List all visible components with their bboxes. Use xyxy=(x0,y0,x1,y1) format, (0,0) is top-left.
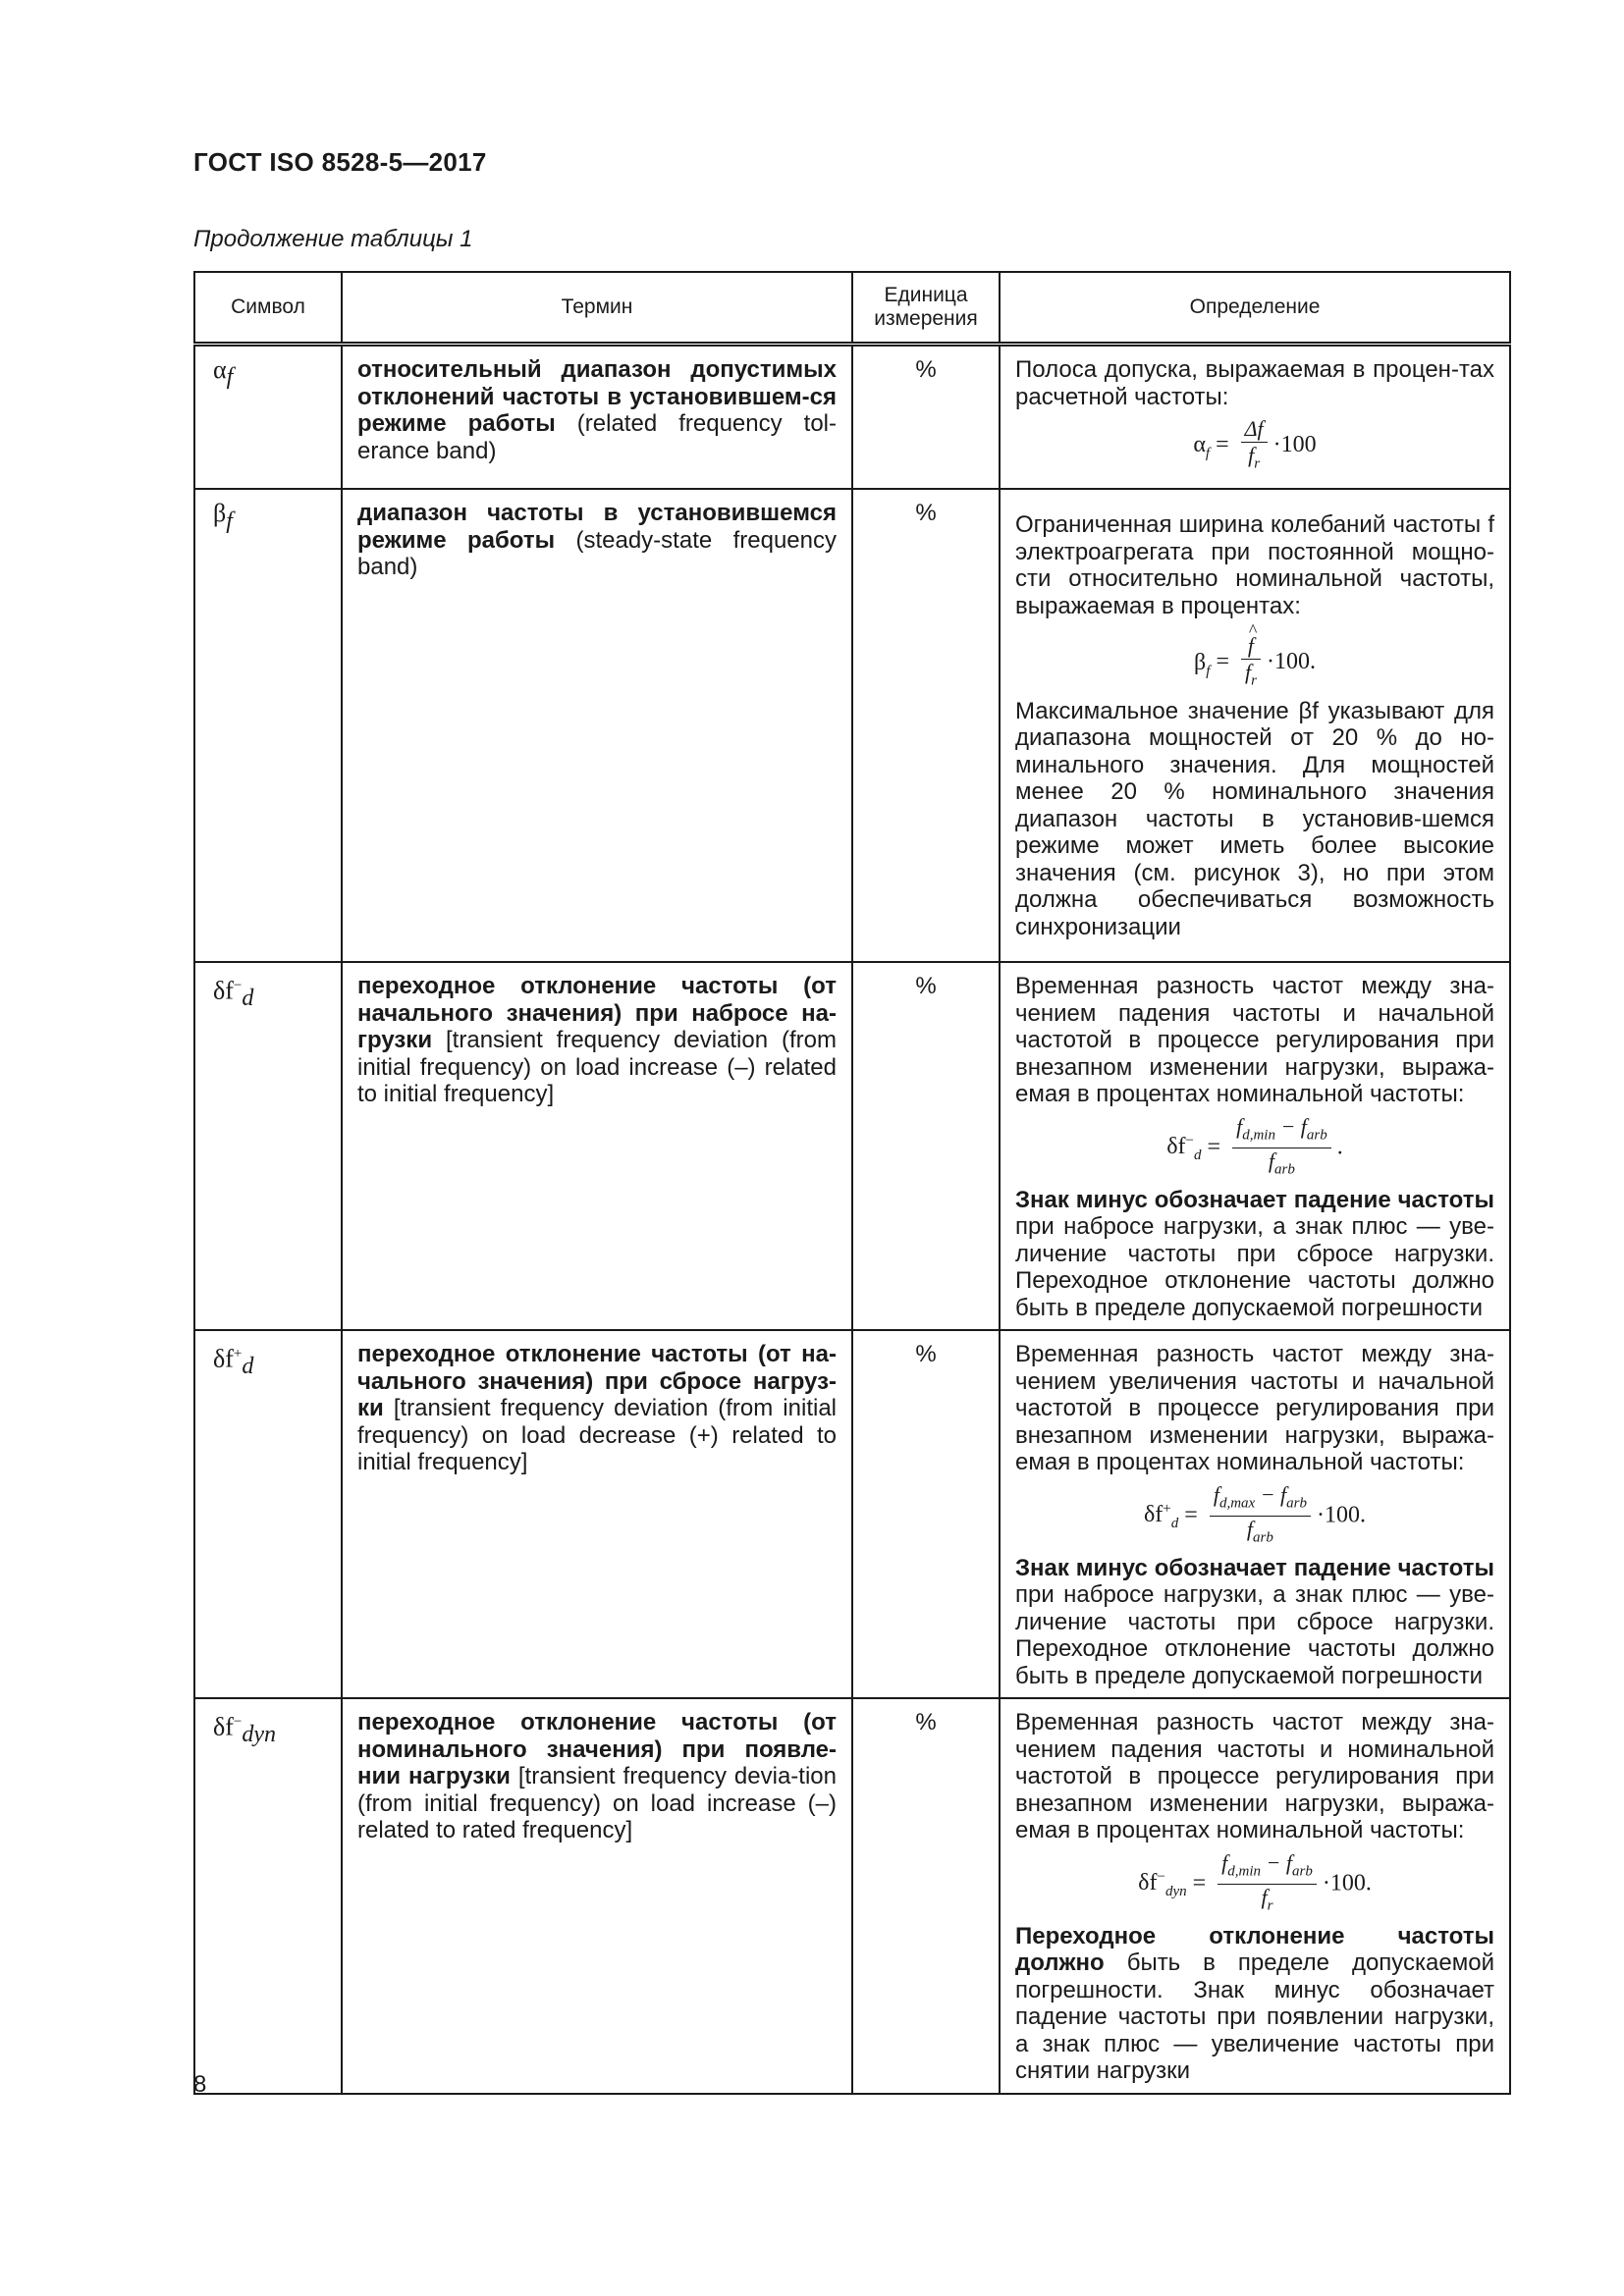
column-header-unit xyxy=(852,272,1000,345)
definition-note xyxy=(1015,1187,1494,1322)
symbol-main: δf xyxy=(213,977,234,1006)
term-russian: переходное отклонение частоты (от начального значения) при набросе на-грузки xyxy=(357,973,837,1054)
term-english: (steady-state frequency band) xyxy=(357,526,837,581)
formula-numerator: ^ f xyxy=(1241,633,1261,660)
term-english: [transient frequency devia-tion (from initial frequency) on load increase (–) related to rated frequency] xyxy=(357,1763,837,1844)
definition-note-bold: Переходное отклонение частоты должно xyxy=(1015,1922,1494,1977)
definitions-table xyxy=(193,271,1511,2095)
table-row xyxy=(194,345,1510,490)
symbol-cell xyxy=(194,1698,342,2093)
table-header-row xyxy=(194,272,1510,345)
formula-fraction xyxy=(1241,416,1268,476)
term-english: (related frequency tol-erance band) xyxy=(357,410,837,464)
definition-cell xyxy=(1000,1698,1510,2093)
definition-cell xyxy=(1000,489,1510,962)
definition-note-bold: Знак минус обозначает падение частоты xyxy=(1015,1186,1494,1213)
symbol-superscript: + xyxy=(233,1346,243,1362)
symbol-subscript: f xyxy=(226,507,233,534)
symbol-cell xyxy=(194,345,342,490)
term-cell xyxy=(342,345,852,490)
symbol-main: β xyxy=(213,499,227,528)
symbol-cell xyxy=(194,1330,342,1698)
symbol-cell xyxy=(194,962,342,1330)
formula: $\delta f^-_{dyn}$ = $\frac{f_{d,min} - f_{arb}}{f_r}$ ·100. xyxy=(1015,1850,1494,1919)
formula-fraction xyxy=(1218,1850,1317,1919)
page-number: 8 xyxy=(193,2071,207,2098)
definition-cell xyxy=(1000,1330,1510,1698)
formula-tail: ·100. xyxy=(1317,1502,1366,1528)
table-row xyxy=(194,1698,1510,2093)
term-cell xyxy=(342,1698,852,2093)
symbol-main: δf xyxy=(213,1713,234,1742)
unit-cell: % xyxy=(852,345,1000,490)
formula-numerator: $f_{d,min} - f_{arb}$ xyxy=(1232,1114,1331,1148)
formula-lhs: $\delta f^-_{dyn}$ xyxy=(1138,1869,1187,1900)
term-cell xyxy=(342,1330,852,1698)
formula-tail: ·100 xyxy=(1272,432,1317,458)
column-header-term: Термин xyxy=(342,272,852,345)
term-russian: переходное отклонение частоты (от номинального значения) при появле-нии нагрузки xyxy=(357,1709,837,1790)
unit-cell: % xyxy=(852,962,1000,1330)
formula-lhs: $\delta f^+_d$ xyxy=(1143,1501,1179,1532)
formula: $\delta f^+_d$ = $\frac{f_{d,max} - f_{arb}}{f_{arb}}$ ·100. xyxy=(1015,1482,1494,1551)
unit-cell: % xyxy=(852,1698,1000,2093)
unit-cell: % xyxy=(852,489,1000,962)
symbol-subscript: dyn xyxy=(242,1722,277,1748)
term-russian: переходное отклонение частоты (от на-чального значения) при сбросе нагруз-ки xyxy=(357,1341,837,1422)
formula-tail: . xyxy=(1336,1134,1343,1160)
formula-lhs: $\delta f^-_d$ xyxy=(1166,1133,1202,1164)
formula: $\delta f^-_d$ = $\frac{f_{d,min} - f_{arb}}{f_{arb}}$ . xyxy=(1015,1114,1494,1183)
formula: $\alpha_f$ = $\frac{\Delta f}{f_r}$ ·100 xyxy=(1015,416,1494,476)
definition-text: Временная разность частот между зна-чением увеличения частоты и начальной частотой в процессе регулирования при внезапном изменении нагрузки, выража-емая в процентах номинальной частоты: xyxy=(1015,1341,1494,1476)
table-caption: Продолжение таблицы 1 xyxy=(193,226,473,252)
formula-fraction xyxy=(1232,1114,1331,1183)
column-header-symbol: Символ xyxy=(194,272,342,345)
definition-text: Временная разность частот между зна-чением падения частоты и номинальной частотой в процессе регулирования при внезапном изменении нагрузки, выража-емая в процентах номинальной частоты: xyxy=(1015,1709,1494,1844)
formula-numerator: Δf xyxy=(1241,416,1268,443)
table-row xyxy=(194,489,1510,962)
definition-cell xyxy=(1000,962,1510,1330)
definition-note xyxy=(1015,1555,1494,1690)
symbol-cell xyxy=(194,489,342,962)
symbol-subscript: d xyxy=(242,986,254,1012)
symbol-subscript: d xyxy=(242,1354,254,1380)
formula-denominator: $f_{arb}$ xyxy=(1268,1148,1295,1178)
definition-note xyxy=(1015,1923,1494,2085)
formula-lhs: $\alpha_f$ xyxy=(1193,432,1211,462)
unit-cell: % xyxy=(852,1330,1000,1698)
definition-note-bold: Знак минус обозначает падение частоты xyxy=(1015,1554,1494,1581)
term-cell xyxy=(342,962,852,1330)
column-header-unit-label: Единица измерения xyxy=(874,284,978,330)
formula-tail: ·100. xyxy=(1322,1870,1372,1896)
definition-text: Полоса допуска, выражаемая в процен-тах расчетной частоты: xyxy=(1015,356,1494,410)
definition-cell xyxy=(1000,345,1510,490)
symbol-main: δf xyxy=(213,1345,234,1374)
formula-numerator: $f_{d,max} - f_{arb}$ xyxy=(1210,1482,1311,1517)
term-russian: относительный диапазон допустимых отклонений частоты в установившем-ся режиме работы xyxy=(357,356,837,437)
formula-numerator: $f_{d,min} - f_{arb}$ xyxy=(1218,1850,1317,1885)
definition-note: Максимальное значение βf указывают для диапазона мощностей от 20 % до но-минального значения. Для мощностей менее 20 % номинального значения диапазон частоты в установив-шемся режиме может иметь более высокие значения (см. рисунок 3), но при этом должна обеспечиваться возможность синхронизации xyxy=(1015,697,1494,940)
table-row xyxy=(194,1330,1510,1698)
formula-denominator: $f_r$ xyxy=(1261,1885,1273,1914)
document-standard-header: ГОСТ ISO 8528-5—2017 xyxy=(193,147,487,177)
definition-text: Временная разность частот между зна-чением падения частоты и начальной частотой в процессе регулирования при внезапном изменении нагрузки, выража-емая в процентах номинальной частоты: xyxy=(1015,973,1494,1108)
formula-fraction xyxy=(1210,1482,1311,1551)
symbol-subscript: f xyxy=(226,364,234,391)
formula: $\beta_f$ = ^ $\frac{f}{f_r}$ ·100. xyxy=(1015,633,1494,693)
formula-denominator: $f_r$ xyxy=(1244,660,1257,689)
term-english: [transient frequency deviation (from initial frequency) on load increase (–) related to initial frequency] xyxy=(357,1027,837,1108)
formula-tail: ·100. xyxy=(1266,649,1316,675)
term-russian: диапазон частоты в установившемся режиме работы xyxy=(357,500,837,554)
formula-fraction xyxy=(1241,633,1261,693)
definition-note-text: быть в пределе допускаемой погрешности. Знак минус обозначает падение частоты при появлении нагрузки, а знак плюс — увеличение частоты при снятии нагрузки xyxy=(1015,1949,1494,2085)
definition-note-text: при набросе нагрузки, а знак плюс — уве-личение частоты при сбросе нагрузки. Переходное отклонение частоты должно быть в пределе допускаемой погрешности xyxy=(1015,1581,1494,1689)
term-cell xyxy=(342,489,852,962)
definition-text: Ограниченная ширина колебаний частоты f электроагрегата при постоянной мощно-сти относительно номинальной частоты, выражаемая в процентах: xyxy=(1015,511,1494,619)
formula-denominator: $f_{arb}$ xyxy=(1246,1517,1273,1546)
symbol-main: α xyxy=(213,355,227,384)
symbol-superscript: − xyxy=(233,978,243,994)
term-english: [transient frequency deviation (from initial frequency) on load decrease (+) related to initial frequency] xyxy=(357,1395,837,1476)
table-row xyxy=(194,962,1510,1330)
formula-denominator: $f_r$ xyxy=(1248,443,1261,472)
formula-lhs: $\beta_f$ xyxy=(1194,649,1211,679)
column-header-definition: Определение xyxy=(1000,272,1510,345)
definition-note-text: при набросе нагрузки, а знак плюс — уве-личение частоты при сбросе нагрузки. Переходное отклонение частоты должно быть в пределе допускаемой погрешности xyxy=(1015,1213,1494,1321)
symbol-superscript: − xyxy=(233,1714,243,1731)
